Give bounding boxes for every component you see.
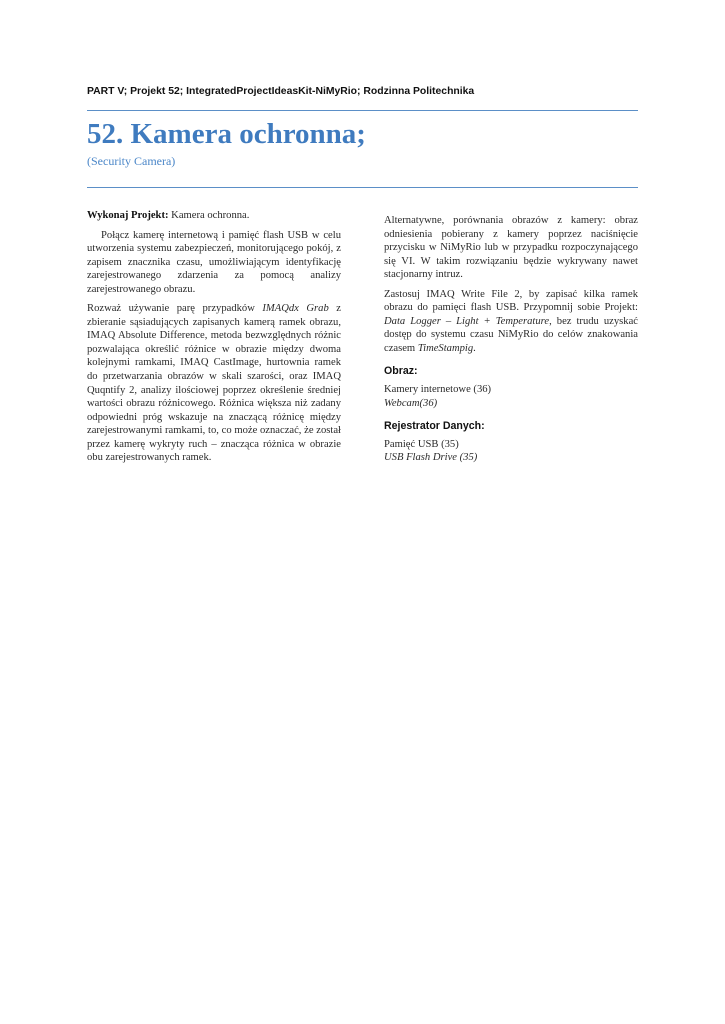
page-title: 52. Kamera ochronna; (87, 118, 366, 150)
obraz-line-2 (384, 397, 638, 411)
rejestrator-line-2 (384, 451, 638, 465)
obraz-heading: Obraz: (384, 365, 418, 378)
paragraph-2-text-b: z zbieranie sąsiadujących zapisanych kamerą ramek obrazu, IMAQ Absolute Difference, metoda bezwzględnych różnic pozwalająca określić różnice w obrazie między dwoma kolejnymi ramkami, IMAQ CastImage, hurtownia ramek do przetwarzania obrazów w skali szarości, oraz IMAQ Quqntify 2, analizy ilościowej poprzez określenie średniej wartości obrazu różnicowego. Różnica większa niż zadany odpowiedni próg wskazuje na znaczącą różnicę między zarejestrowanymi ramkami, to, co może oznaczać, że został przez kamerę wykryty ruch – znacząca różnica w obrazie obu zarejestrowanych ramek. (87, 303, 341, 464)
left-column (87, 209, 341, 471)
paragraph-1: Połącz kamerę internetową i pamięć flash USB w celu utworzenia systemu zabezpieczeń, monitorującego pokój, z zapisem znacznika czasu, umożliwiającym identyfikację zarejestrowanego zdarzenia za pomocą analizy zarejestrowanego obrazu. (87, 229, 341, 295)
rejestrator-heading: Rejestrator Danych: (384, 420, 485, 433)
paragraph-2 (87, 302, 341, 465)
rejestrator-line-2-italic: USB Flash Drive (35) (384, 452, 478, 464)
right-paragraph-2 (384, 288, 638, 356)
intro-label: Wykonaj Projekt: (87, 210, 169, 221)
right-paragraph-2-italic-1: Data Logger – Light + Temperature (384, 315, 550, 327)
paragraph-2-text-a: Rozważ używanie parę przypadków (87, 303, 263, 315)
rejestrator-line-1: Pamięć USB (35) (384, 438, 459, 450)
right-paragraph-2-text-b: , bez trudu uzyskać dostęp do systemu czasu NiMyRio do celów znakowania czasem (384, 315, 638, 354)
right-paragraph-2-text-a: Zastosuj IMAQ Write File 2, by zapisać kilka ramek obrazu do pamięci flash USB. Przypomnij sobie Projekt: (384, 288, 638, 314)
right-paragraph-1: Alternatywne, porównania obrazów z kamery: obraz odniesienia pobierany z kamery poprzez naciśnięcie przycisku w NiMyRio lub w przypadku rozpoczynającego się VI. W takim rozwiązaniu będzie wykrywany nawet stacjonarny intruz. (384, 215, 638, 281)
paragraph-2-italic: IMAQdx Grab (262, 303, 329, 315)
obraz-line-2-italic: Webcam(36) (384, 397, 438, 409)
header-rule (87, 110, 638, 111)
intro-paragraph (87, 209, 341, 223)
right-paragraph-2-text-c: . (473, 342, 476, 354)
right-column (384, 214, 638, 465)
running-header: PART V; Projekt 52; IntegratedProjectIdeasKit-NiMyRio; Rodzinna Politechnika (87, 86, 475, 97)
page-subtitle: (Security Camera) (87, 154, 176, 168)
obraz-line-1: Kamery internetowe (36) (384, 384, 492, 396)
intro-text: Kamera ochronna. (168, 210, 250, 221)
title-rule (87, 187, 638, 188)
right-paragraph-2-italic-2: TimeStampig (417, 342, 474, 354)
